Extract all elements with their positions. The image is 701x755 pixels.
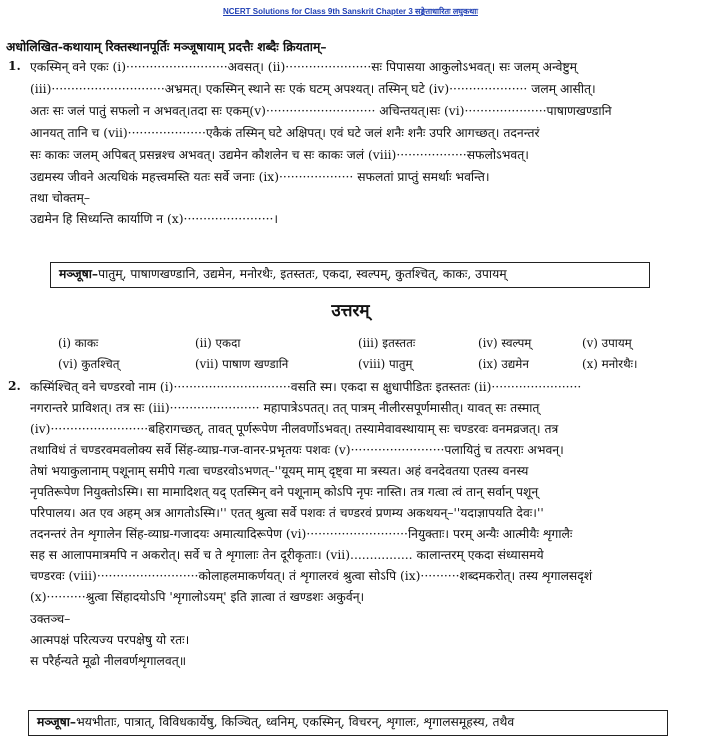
q1-line: अतः सः जलं पातुं सफलो न अभवत्।तदा सः एकम्(v)···························· अचिन्तयत्।सः (vi)·····················पाषाणखण्डानि <box>30 104 612 118</box>
q2-line: नृपतिरूपेण नियुक्तोऽस्मि। सा मामादिशत् यद् एतस्मिन् वने पशूनाम् कोऽपि नृपः नास्ति। तत्र गत्वा त्वं तान् सर्वान् पशून् <box>30 485 539 499</box>
q1-line: सः काकः जलम् अपिबत् प्रसन्नश्च अभवत्। उद्यमेन कौशलेन च सः काकः जलं (viii)··················सफलोऽभवत्। <box>30 148 529 162</box>
q1-number: 1. <box>8 58 21 73</box>
manjusha-label: मञ्जूषा– <box>59 266 99 281</box>
q2-line: (x)··········श्रुत्वा सिंहादयोऽपि 'शृगालोऽयम्' इति ज्ञात्वा तं खण्डशः अकुर्वन्। <box>30 590 365 604</box>
q2-word-box <box>28 710 668 736</box>
q1-line: आनयत् तानि च (vii)····················एकैकं तस्मिन् घटे अक्षिपत्। एवं घटे जलं शनैः शनैः उपरि आगच्छत्। तदनन्तरं <box>30 126 540 140</box>
q2-line: तेषां भयाकुलानाम् पशूनाम् समीपे गत्वा चण्डरवोऽभणत्–''यूयम् माम् दृष्ट्वा मा त्रस्यत। अहं वनदेवतया एतस्य वनस्य <box>30 464 529 478</box>
q2-line: उक्तञ्च– <box>30 612 71 626</box>
q2-line: स परैर्हन्यते मूढो नीलवर्णशृगालवत्॥ <box>30 654 187 668</box>
q2-line: (iv)·························बहिरागच्छत्, तावत् पूर्णरूपेण नीलवर्णोऽभवत्। तस्यामेवावस्थायाम् सः चण्डरवः वनमव्रजत्। तत्र <box>30 422 559 436</box>
q1-line: उद्यमस्य जीवने अत्यधिकं महत्त्वमस्ति यतः सर्वे जनाः (ix)··················· सफलतां प्राप्तुं समर्थाः भवन्ति। <box>30 170 490 184</box>
answer-item: (iv) स्वल्पम् <box>478 336 532 350</box>
q2-line: तदनन्तरं तेन शृगालेन सिंह-व्याघ्र-गजादयः अमात्यादिरूपेण (vi)··························नियुक्ताः। परम् अन्यैः आत्मीयैः शृगालैः <box>30 527 573 541</box>
answer-heading: उत्तरम् <box>331 301 370 321</box>
answer-item: (v) उपायम् <box>582 336 632 350</box>
q2-line: नगरान्तरे प्राविशत्। तत्र सः (iii)······················· महापात्रेऽपतत्। तत् पात्रम् नीलीरसपूर्णमासीत्। यावत् सः तस्मात् <box>30 401 540 415</box>
answer-item: (iii) इतस्ततः <box>358 336 416 350</box>
q2-line: परिपालय। अत एव अहम् अत्र आगतोऽस्मि।'' एतत् श्रुत्वा सर्वे पशवः तं चण्डरवं प्रणम्य अकथयन्–''यदाज्ञापयति देवः।'' <box>30 506 544 520</box>
answer-item: (x) मनोरथैः। <box>582 357 638 371</box>
manjusha-words: भयभीताः, पात्रात्, विविधकार्येषु, किञ्चित्, ध्वनिम्, एकस्मिन्, विचरन्, शृगालः, शृगालसमूहस्य, तथैव <box>76 715 515 729</box>
q2-line: आत्मपक्षं परित्यज्य परपक्षेषु यो रतः। <box>30 633 190 647</box>
q1-word-box <box>50 262 650 288</box>
answer-item: (i) काकः <box>58 336 99 350</box>
answer-item: (vi) कुतश्चित् <box>58 357 120 371</box>
q1-line: एकस्मिन् वने एकः (i)··························अवसत्। (ii)······················सः पिपासया आकुलोऽभवत्। सः जलम् अन्वेष्टुम् <box>30 60 578 74</box>
q2-line: चण्डरवः (viii)··························कोलाहलमाकर्णयत्। तं शृगालरवं श्रुत्वा सोऽपि (ix)··········शब्दमकरोत्। तस्य शृगालसदृशं <box>30 569 593 583</box>
q1-line: तथा चोक्तम्– <box>30 191 91 205</box>
q1-line: उद्यमेन हि सिध्यन्ति कार्याणि न (x)·······················। <box>30 212 279 226</box>
instruction: अधोलिखित-कथायाम् रिक्तस्थानपूर्तिः मञ्जूषायाम् प्रदत्तैः शब्दैः क्रियताम्– <box>6 39 327 54</box>
q2-line: सह स आलापमात्रमपि न अकरोत्। सर्वे च ते शृगालाः तेन दूरीकृताः। (vii)................ कालान्तरम् एकदा संध्यासमये <box>30 548 544 562</box>
q2-number: 2. <box>8 378 21 393</box>
q2-line: कस्मिंश्चित् वने चण्डरवो नाम (i)······························वसति स्म। एकदा स क्षुधापीडितः इतस्ततः (ii)······················· <box>30 380 582 394</box>
q1-line: (iii)·····························अभ्रमत्। एकस्मिन् स्थाने सः एकं घटम् अपश्यत्। तस्मिन् घटे (iv)···················· जलम् आसीत्। <box>30 82 596 96</box>
answer-item: (vii) पाषाण खण्डानि <box>195 357 289 371</box>
page-title[interactable]: NCERT Solutions for Class 9th Sanskrit Chapter 3 सङ्केताधारितः लघुकथाः <box>223 7 478 16</box>
answer-item: (viii) पातुम् <box>358 357 413 371</box>
answer-item: (ix) उद्यमेन <box>478 357 529 371</box>
manjusha-label: मञ्जूषा– <box>37 714 77 729</box>
manjusha-words: पातुम्, पाषाणखण्डानि, उद्यमेन, मनोरथैः, इतस्ततः, एकदा, स्वल्पम्, कुतश्चित्, काकः, उपायम् <box>98 267 507 281</box>
answer-item: (ii) एकदा <box>195 336 241 350</box>
q2-line: तथाविधं तं चण्डरवमवलोक्य सर्वे सिंह-व्याघ्र-गज-वानर-प्रभृतयः पशवः (v)························पलायितुं च तत्पराः अभवन्। <box>30 443 564 457</box>
